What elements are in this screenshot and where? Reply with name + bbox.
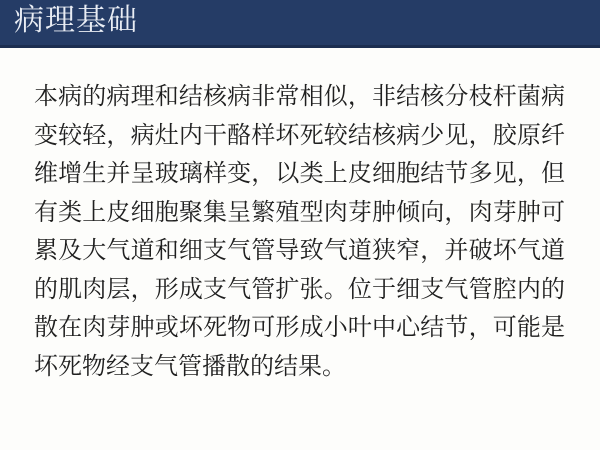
slide-body	[0, 48, 600, 386]
body-paragraph: 本病的病理和结核病非常相似，非结核分枝杆菌病变较轻，病灶内干酪样坏死较结核病少见，胶原纤维增生并呈玻璃样变，以类上皮细胞结节多见，但有类上皮细胞聚集呈繁殖型肉芽肿倾向，肉芽肿可累及大气道和细支气管导致气道狭窄，并破坏气道的肌肉层，形成支气管扩张。位于细支气管腔内的散在肉芽肿或坏死物可形成小叶中心结节，可能是坏死物经支气管播散的结果。	[34, 83, 565, 380]
slide-header-bar	[0, 0, 600, 48]
page-title: 病理基础	[14, 3, 138, 37]
